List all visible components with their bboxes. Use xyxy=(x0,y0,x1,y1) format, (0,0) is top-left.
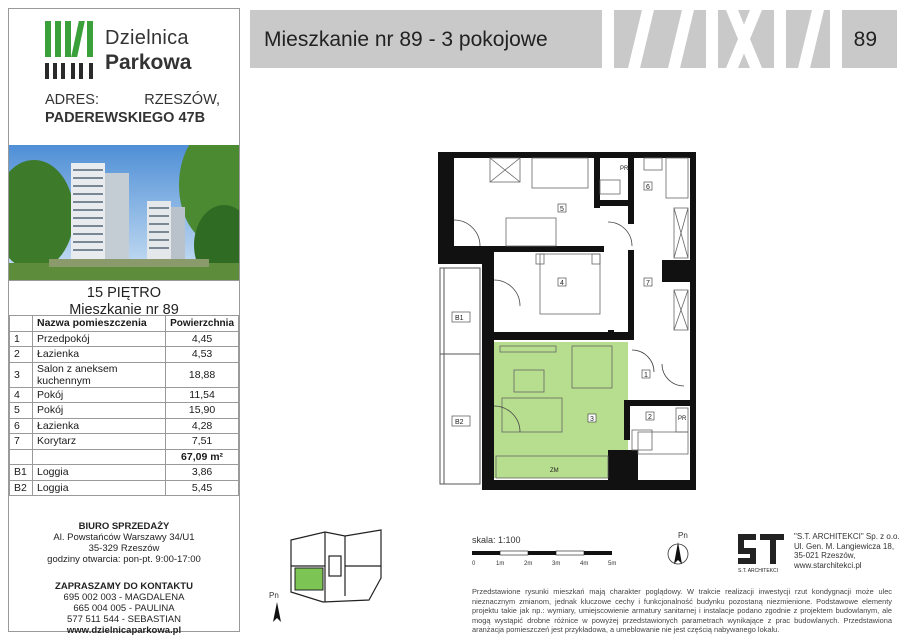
room-label-2: 2 xyxy=(648,414,652,421)
room-number: 6 xyxy=(10,418,33,434)
scale-bar xyxy=(472,548,632,568)
header-cell xyxy=(10,316,33,332)
floor-level: 15 PIĘTRO xyxy=(86,285,162,301)
disclaimer-text: Przedstawione rysunki mieszkań mają charakter poglądowy. W trakcie realizacji inwestycji rzut kondygnacji może ulec nieznacznym zmianom, jednak kluczowe cechy i funkcjonalność budynku pozostaną niezmienione. Podstawowe elementy projektu takie jak np.: wymiary, umiejscowienie armatury sanitarnej i instalacje podano zgodnie z projektem budowlanym, ale mogą wystąpić drobne różnice w powyżej przedstawionych parametrach wynikające z prac budowlanych. Przedstawiona aranżacja pomieszczeń jest przykładowa, a umeblowanie nie jest częścią nabywanego lokalu. xyxy=(472,587,892,634)
room-area: 18,88 xyxy=(166,362,239,387)
north-label: Pn xyxy=(678,531,688,540)
architect-line: Ul. Gen. M. Langiewicza 18, xyxy=(794,541,895,551)
contact-title: ZAPRASZAMY DO KONTAKTU xyxy=(55,581,193,592)
apartment-number-badge: 89 xyxy=(853,28,877,51)
room-name: Salon z aneksem kuchennym xyxy=(33,362,166,387)
address-block xyxy=(45,91,220,127)
loggia-number: B1 xyxy=(10,465,33,481)
address-label: ADRES: xyxy=(45,92,99,108)
architect-logo xyxy=(736,532,786,574)
brand-name-line2: Parkowa xyxy=(105,51,192,74)
loggia-number: B2 xyxy=(10,480,33,496)
table-row xyxy=(10,480,239,496)
room-number: 2 xyxy=(10,347,33,363)
address-city: RZESZÓW, xyxy=(144,92,220,108)
table-row xyxy=(10,387,239,403)
table-row xyxy=(10,403,239,419)
brand-name-line1: Dzielnica xyxy=(105,27,189,49)
table-row xyxy=(10,418,239,434)
room-number: 1 xyxy=(10,331,33,347)
website-link[interactable]: www.dzielnicaparkowa.pl xyxy=(66,625,182,636)
table-row xyxy=(10,434,239,450)
north-label-small: Pn xyxy=(269,591,279,600)
room-area: 11,54 xyxy=(166,387,239,403)
contact-phone[interactable]: 577 511 544 - SEBASTIAN xyxy=(67,614,181,625)
loggia-label-b2: B2 xyxy=(455,419,464,426)
loggia-area: 3,86 xyxy=(166,465,239,481)
logo-dark-bars xyxy=(45,63,99,79)
scale-tick: 2m xyxy=(524,561,533,567)
loggia-name: Loggia xyxy=(33,480,166,496)
table-header-row xyxy=(10,316,239,332)
office-street: Al. Powstańców Warszawy 34/U1 xyxy=(53,532,195,543)
room-number: 7 xyxy=(10,434,33,450)
contact-phone[interactable]: 695 002 003 - MAGDALENA xyxy=(63,592,185,603)
architect-line: "S.T. ARCHITEKCI" Sp. z o.o. xyxy=(794,532,900,541)
scale-label: skala: 1:100 xyxy=(472,535,521,545)
room-name: Łazienka xyxy=(33,418,166,434)
scale-tick: 0 xyxy=(472,561,476,567)
header-cell: Powierzchnia xyxy=(166,316,239,332)
room-label-5: 5 xyxy=(560,206,564,213)
apartment-title: Mieszkanie nr 89 - 3 pokojowe xyxy=(264,28,548,51)
floor-plan xyxy=(436,150,696,490)
keyplan-north-arrow-icon xyxy=(265,590,289,624)
scale-tick: 4m xyxy=(580,561,589,567)
room-name: Łazienka xyxy=(33,347,166,363)
scale-tick: 5m xyxy=(608,561,617,567)
contact-block xyxy=(9,581,239,636)
loggia-name: Loggia xyxy=(33,465,166,481)
address-street: PADEREWSKIEGO 47B xyxy=(45,110,206,126)
room-name: Pokój xyxy=(33,403,166,419)
architect-logo-caption: S.T. ARCHITEKCI xyxy=(738,568,779,574)
building-key-plan xyxy=(285,526,385,604)
room-label-7: 7 xyxy=(646,280,650,287)
total-area: 67,09 m² xyxy=(166,449,239,465)
scale-tick: 1m xyxy=(496,561,505,567)
pr-label: PR xyxy=(620,166,629,172)
room-label-6: 6 xyxy=(646,184,650,191)
loggia-outline xyxy=(440,268,480,484)
architect-info xyxy=(794,532,900,570)
room-name: Przedpokój xyxy=(33,331,166,347)
north-arrow-icon xyxy=(664,530,694,570)
floor-info xyxy=(9,280,239,319)
room-label-1: 1 xyxy=(644,372,648,379)
zm-label: ZM xyxy=(550,468,559,474)
table-row xyxy=(10,347,239,363)
room-number: 5 xyxy=(10,403,33,419)
table-row xyxy=(10,362,239,387)
total-row xyxy=(10,449,239,465)
logo-green-bars xyxy=(45,21,99,57)
rooms-table xyxy=(9,315,239,496)
apartment-number: Mieszkanie nr 89 xyxy=(69,302,179,318)
sales-office xyxy=(9,521,239,565)
architect-line: 35-021 Rzeszów, xyxy=(794,551,856,560)
room-area: 7,51 xyxy=(166,434,239,450)
contact-phone[interactable]: 665 004 005 - PAULINA xyxy=(73,603,175,614)
office-city: 35-329 Rzeszów xyxy=(88,543,160,554)
pr-label: PR xyxy=(678,416,687,422)
office-hours: godziny otwarcia: pon-pt. 9:00-17:00 xyxy=(47,554,201,565)
room-label-4: 4 xyxy=(560,280,564,287)
loggia-label-b1: B1 xyxy=(455,315,464,322)
room-area: 4,53 xyxy=(166,347,239,363)
room-area: 4,45 xyxy=(166,331,239,347)
brand-logo xyxy=(45,19,225,81)
loggia-area: 5,45 xyxy=(166,480,239,496)
header-cell: Nazwa pomieszczenia xyxy=(33,316,166,332)
header-decoration xyxy=(602,10,842,68)
apartment-header xyxy=(250,10,897,68)
architect-website[interactable]: www.starchitekci.pl xyxy=(794,560,862,570)
building-photo xyxy=(9,145,239,281)
room-number: 4 xyxy=(10,387,33,403)
room-name: Pokój xyxy=(33,387,166,403)
room-label-3: 3 xyxy=(590,416,594,423)
info-panel xyxy=(8,8,240,636)
scale-tick: 3m xyxy=(552,561,561,567)
table-row xyxy=(10,465,239,481)
room-area: 15,90 xyxy=(166,403,239,419)
room-name: Korytarz xyxy=(33,434,166,450)
table-row xyxy=(10,331,239,347)
room-area: 4,28 xyxy=(166,418,239,434)
office-title: BIURO SPRZEDAŻY xyxy=(78,521,170,532)
room-number: 3 xyxy=(10,362,33,387)
